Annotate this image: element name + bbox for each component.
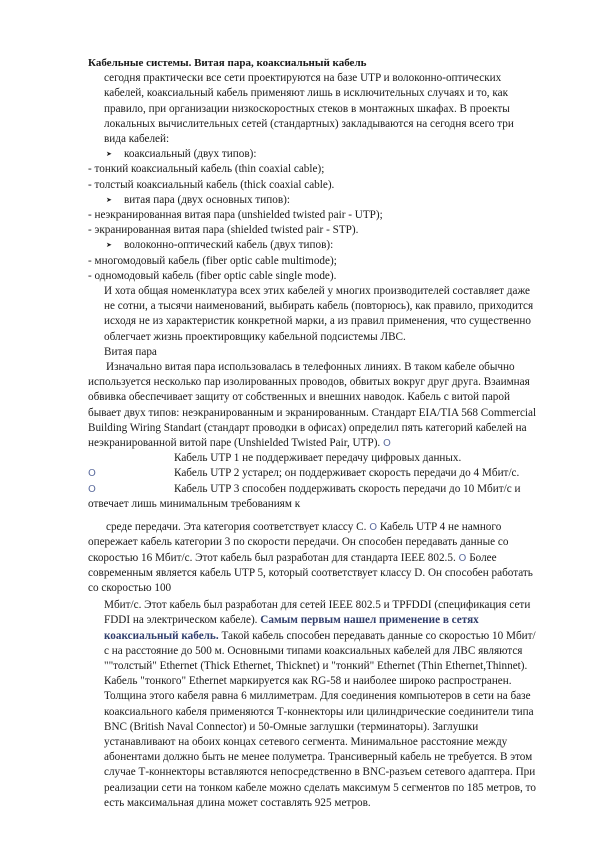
- circle-bullet-icon: O: [369, 522, 378, 534]
- document-body: [88, 56, 538, 811]
- document-title: Кабельные системы. Витая пара, коаксиальный кабель: [88, 57, 367, 69]
- bullet-icon: ➤: [106, 195, 112, 204]
- list-item-coax-thin: - тонкий коаксиальный кабель (thin coaxial cable);: [88, 163, 325, 176]
- coax-intro-paragraph: Мбит/с. Этот кабель был разработан для сетей IEEE 802.5 и TPFDDI (спецификация сети FDDI на электрическом кабеле). Самым первым нашел применение в сетях коаксиальный кабель. Такой кабель способен передавать данные со скоростью 10 Мбит/с на расстояние до 500 м. Основными типами коаксиальных кабелей для ЛВС являются ""толстый" Ethernet (Thick Ethernet, Thicknet) и "тонкий" Ethernet (Thin Ethernet,Thinnet).: [104, 599, 536, 672]
- highlighted-sentence: Самым первым нашел применение в сетях коаксиальный кабель.: [104, 614, 479, 642]
- circle-bullet-icon: O: [383, 438, 391, 450]
- list-item-coax-thick: - толстый коаксиальный кабель (thick coaxial cable).: [88, 178, 335, 191]
- intro-paragraph: сегодня практически все сети проектируются на базе UTP и волоконно-оптических кабелей, коаксиальный кабель применяют лишь в исключительных случаях и то, как правило, при организации низкоскоростных стеков в монтажных шкафах. В проекты локальных вычислительных сетей (стандартных) закладываются на сегодня всего три вида кабелей:: [104, 72, 514, 146]
- list-item-utp: - неэкранированная витая пара (unshielded twisted pair - UTP);: [88, 209, 383, 222]
- list-item-coax: ➤ коаксиальный (двух типов):: [88, 147, 538, 162]
- circle-bullet-icon: O: [458, 552, 467, 564]
- twisted-pair-paragraph: Изначально витая пара использовалась в телефонных линиях. В таком кабеле обычно используется несколько пар изолированных проводов, обвитых вокруг друг друга. Взаимная обвивка обеспечивает защиту от собственных и внешних наводок. Кабель с витой парой бывает двух типов: неэкранированным и экранированным. Стандарт EIA/TIA 568 Commercial Building Wiring Standart (стандарт проводки в офисах) определил пять категорий кабелей на неэкранированной витой паре (Unshielded Twisted Pair, UTP). O: [88, 361, 537, 450]
- utp-cat2-line: O Кабель UTP 2 устарел; он поддерживает скорость передачи до 4 Мбит/с.: [88, 466, 538, 481]
- twisted-pair-heading: Витая пара: [104, 345, 157, 358]
- thin-ethernet-paragraph: Кабель "тонкого" Ethernet маркируется как RG-58 и наиболее широко распространен. Толщина этого кабеля равна 6 миллиметрам. Для соединения компьютеров в сети на базе коаксиального кабеля применяются Т-коннекторы или цилиндрические соединители типа BNC (British Naval Connector) и 50-Омные заглушки (терминаторы). Заглушки устанавливают на обоих концах сетевого сегмента. Минимальное расстояние между абонентами должно быть не менее полуметра. Трансиверный кабель не требуется. В этом случае Т-коннекторы вставляются непосредственно в BNC-разъем сетевого адаптера. При реализации сети на тонком кабеле можно сделать максимум 5 сегментов по 185 метров, то есть максимальная длина может составлять 925 метров.: [104, 675, 536, 809]
- list-item-multimode: - многомодовый кабель (fiber optic cable multimode);: [88, 254, 337, 267]
- utp-cat3-continuation: отвечает лишь минимальным требованиям к: [88, 497, 301, 510]
- utp-cat3-line: O Кабель UTP 3 способен поддерживать скорость передачи до 10 Мбит/с и: [88, 482, 538, 497]
- bullet-icon: ➤: [106, 241, 112, 250]
- list-item-singlemode: - одномодовый кабель (fiber optic cable single mode).: [88, 269, 337, 282]
- list-item-fiber: ➤ волоконно-оптический кабель (двух типов):: [88, 238, 538, 253]
- utp-cat1-line: Кабель UTP 1 не поддерживает передачу цифровых данных.: [174, 452, 462, 465]
- circle-bullet-icon: O: [88, 483, 96, 495]
- list-item-stp: - экранированная витая пара (shielded twisted pair - STP).: [88, 224, 359, 237]
- nomenclature-paragraph: И хота общая номенклатура всех этих кабелей у многих производителей составляет даже не сотни, а тысячи наименований, выбирать кабель (повторюсь), как правило, приходится исходя не из характеристик конкретной марки, а из правил применения, что существенно облегчает жизнь проектировщику кабельной подсистемы ЛВС.: [104, 285, 534, 343]
- list-item-twisted-pair: ➤ витая пара (двух основных типов):: [88, 193, 538, 208]
- bullet-icon: ➤: [106, 150, 112, 159]
- circle-bullet-icon: O: [88, 468, 96, 480]
- utp-cat3-4-paragraph: среде передачи. Эта категория соответствует классу С. O Кабель UTP 4 не намного опережает кабель категории 3 по скорости передачи. Он способен передавать данные со скоростью 16 Мбит/с. Этот кабель был разработан для стандарта IEEE 802.5. O Более современным является кабель UTP 5, который соответствует классу D. Он способен работать со скоростью 100: [88, 521, 533, 594]
